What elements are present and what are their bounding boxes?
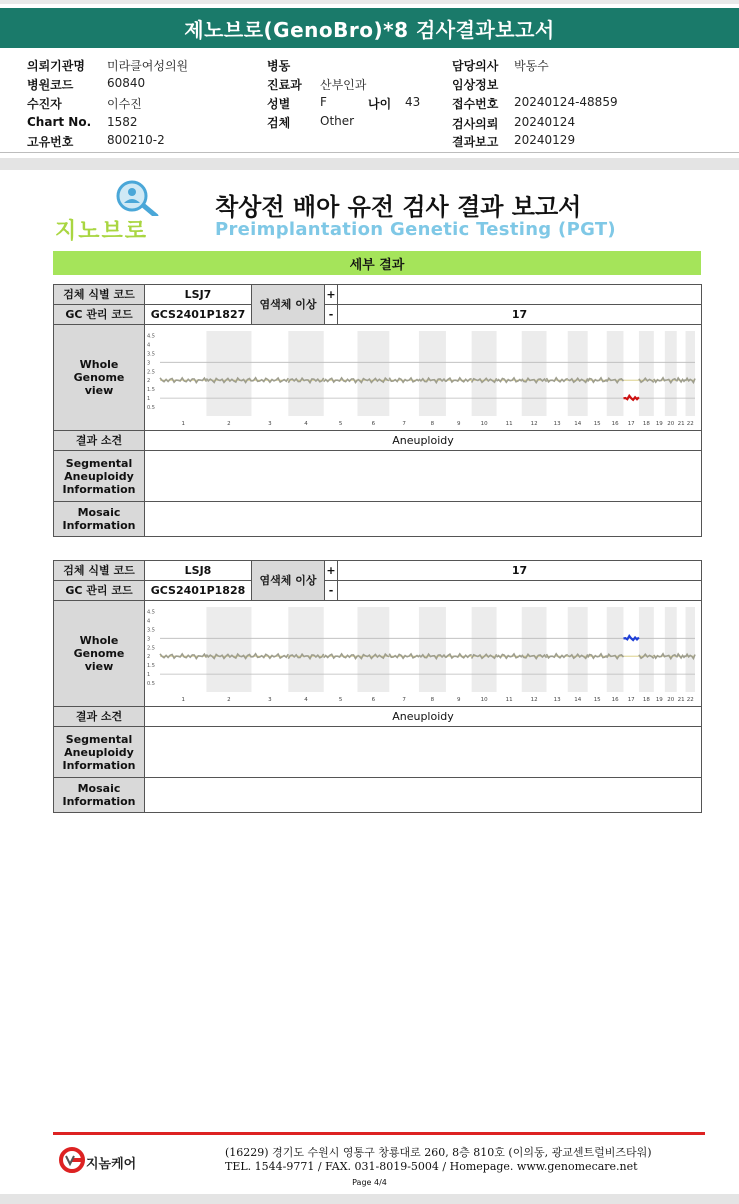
y-tick-label: 4	[147, 342, 151, 349]
y-tick-label: 2	[147, 654, 151, 661]
section-detail-results	[53, 251, 701, 275]
x-tick-label: 18	[642, 421, 650, 427]
trace-chr1	[160, 378, 206, 383]
y-tick-label: 1.5	[147, 387, 155, 394]
x-tick-label: 9	[457, 421, 461, 427]
y-tick-label: 1	[147, 672, 151, 679]
gain-value: 17	[338, 561, 702, 581]
unique-value: 800210-2	[107, 133, 165, 147]
x-tick-label: 8	[430, 421, 435, 427]
footer-contact	[225, 1146, 652, 1174]
unique-label: 고유번호	[27, 135, 74, 149]
header-divider	[0, 152, 739, 153]
segmental-label	[54, 451, 145, 502]
mosaic-label	[54, 502, 145, 537]
x-tick-label: 5	[338, 421, 343, 427]
footer-address: (16229) 경기도 수원시 영통구 창룡대로 260, 8층 810호 (이의동, 광교센트럴비즈타워)	[225, 1146, 652, 1159]
hospital-label: 의뢰기관명	[27, 59, 85, 73]
chromosome-band	[357, 331, 389, 416]
report-title-bar	[0, 8, 739, 48]
x-tick-label: 3	[268, 697, 272, 703]
chromosome-band	[522, 331, 547, 416]
chromosome-band	[419, 331, 446, 416]
trace-chr1	[160, 654, 206, 659]
y-tick-label: 2.5	[147, 645, 155, 652]
specimen-value: Other	[320, 114, 355, 128]
y-tick-label: 3.5	[147, 351, 155, 358]
y-tick-label: 1	[147, 396, 151, 403]
seg-line-3: Information	[62, 482, 136, 496]
x-tick-label: 1	[181, 421, 185, 427]
mosaic-label	[54, 778, 145, 813]
hcode-value: 60840	[107, 76, 146, 90]
seg-line-3: Information	[62, 758, 136, 772]
y-tick-label: 0.5	[147, 681, 155, 688]
x-tick-label: 5	[338, 697, 343, 703]
x-tick-label: 6	[371, 421, 376, 427]
chromosome-band	[419, 607, 446, 692]
mosaic-value	[145, 502, 702, 537]
x-tick-label: 16	[611, 421, 619, 427]
receipt-label: 접수번호	[452, 97, 499, 111]
chromosome-band	[639, 607, 654, 692]
mos-line-1: Mosaic	[77, 782, 121, 795]
wgv-line-2: Genome	[73, 371, 125, 384]
seg-line-2: Aneuploidy	[64, 469, 134, 483]
segmental-label	[54, 727, 145, 778]
gain-value	[338, 285, 702, 305]
report-title: 제노브로(GenoBro)*8 검사결과보고서	[184, 17, 555, 42]
genome-chart-cell	[145, 325, 702, 431]
chromosome-band	[288, 331, 323, 416]
wgv-line-3: view	[84, 384, 114, 397]
genobro-logo	[55, 178, 175, 242]
wgv-line-1: Whole	[79, 358, 119, 371]
trace-chr13	[547, 654, 568, 658]
x-tick-label: 14	[574, 421, 582, 427]
doctor-label: 담당의사	[452, 59, 499, 73]
y-tick-label: 1.5	[147, 663, 155, 670]
x-tick-label: 10	[480, 697, 488, 703]
y-tick-label: 3	[147, 636, 151, 643]
y-tick-label: 0.5	[147, 405, 155, 412]
patient-label: 수진자	[27, 97, 62, 111]
whole-genome-label	[54, 601, 145, 707]
genome-chart-1	[145, 326, 700, 429]
chart-value: 1582	[107, 115, 138, 129]
chromosome-band	[472, 331, 497, 416]
chromosome-band	[206, 607, 251, 692]
x-tick-label: 20	[667, 421, 675, 427]
mos-line-2: Information	[62, 519, 136, 532]
chart-label: Chart No.	[27, 115, 92, 129]
x-tick-label: 18	[642, 697, 650, 703]
x-tick-label: 12	[530, 421, 538, 427]
gc-id-label: GC 관리 코드	[54, 581, 145, 601]
genome-chart-2	[145, 602, 700, 705]
doctor-value: 박동수	[514, 59, 549, 73]
request-label: 검사의뢰	[452, 117, 499, 131]
request-value: 20240124	[514, 115, 576, 129]
finding-label: 결과 소견	[54, 707, 145, 727]
logo-text: 지노브로	[55, 219, 149, 244]
x-tick-label: 15	[593, 421, 601, 427]
x-tick-label: 22	[686, 697, 694, 703]
wgv-line-1: Whole	[79, 634, 119, 647]
wgv-line-3: view	[84, 660, 114, 673]
section-title: 세부 결과	[349, 257, 405, 273]
highlight-trace-chr17	[624, 636, 639, 640]
chromosome-band	[357, 607, 389, 692]
chromosome-band	[522, 607, 547, 692]
chromosome-band	[472, 607, 497, 692]
sample-id-label: 검체 식별 코드	[54, 285, 145, 305]
x-tick-label: 22	[686, 421, 694, 427]
x-tick-label: 12	[530, 697, 538, 703]
chromosome-band	[607, 331, 624, 416]
patient-value: 이수진	[107, 97, 142, 111]
x-tick-label: 3	[268, 421, 272, 427]
sample-id-label: 검체 식별 코드	[54, 561, 145, 581]
x-tick-label: 17	[627, 421, 635, 427]
x-tick-label: 2	[227, 421, 231, 427]
genome-chart-cell	[145, 601, 702, 707]
whole-genome-label	[54, 325, 145, 431]
dept-value: 산부인과	[320, 78, 367, 92]
chromosome-band	[607, 607, 624, 692]
y-tick-label: 3.5	[147, 627, 155, 634]
x-tick-label: 4	[304, 697, 308, 703]
x-tick-label: 21	[677, 697, 685, 703]
age-label: 나이	[368, 97, 392, 111]
loss-value	[338, 581, 702, 601]
highlight-trace-chr17	[624, 396, 639, 400]
clinical-label: 임상정보	[452, 78, 499, 92]
x-tick-label: 13	[553, 697, 561, 703]
footer-divider	[53, 1132, 705, 1135]
loss-sign: -	[325, 581, 338, 601]
chromosome-band	[568, 607, 588, 692]
mos-line-2: Information	[62, 795, 136, 808]
chromosome-band	[568, 331, 588, 416]
sample-table-2	[53, 560, 702, 813]
page-number: Page 4/4	[352, 1178, 387, 1187]
x-tick-label: 15	[593, 697, 601, 703]
chrom-abnormal-label: 염색체 이상	[252, 285, 325, 325]
y-tick-label: 4.5	[147, 609, 155, 616]
y-tick-label: 3	[147, 360, 151, 367]
sample-id-value: LSJ7	[145, 285, 252, 305]
x-tick-label: 7	[402, 421, 406, 427]
x-tick-label: 8	[430, 697, 435, 703]
receipt-value: 20240124-48859	[514, 95, 618, 109]
mosaic-value	[145, 778, 702, 813]
footer-phone: TEL. 1544-9771 / FAX. 031-8019-5004 / Homepage. www.genomecare.net	[225, 1160, 638, 1173]
chromosome-band	[665, 607, 677, 692]
x-tick-label: 16	[611, 697, 619, 703]
x-tick-label: 4	[304, 421, 308, 427]
x-tick-label: 11	[505, 421, 513, 427]
x-tick-label: 7	[402, 697, 406, 703]
x-tick-label: 14	[574, 697, 582, 703]
mos-line-1: Mosaic	[77, 506, 121, 519]
loss-value: 17	[338, 305, 702, 325]
x-tick-label: 21	[677, 421, 685, 427]
wgv-line-2: Genome	[73, 647, 125, 660]
x-tick-label: 19	[655, 421, 663, 427]
x-tick-label: 1	[181, 697, 185, 703]
x-tick-label: 19	[655, 697, 663, 703]
seg-line-2: Aneuploidy	[64, 745, 134, 759]
top-border	[0, 0, 739, 4]
genomecare-logo-text: 지놈케어	[86, 1157, 137, 1172]
hcode-label: 병원코드	[27, 78, 74, 92]
header-gray-band	[0, 158, 739, 170]
bottom-gray-band	[0, 1194, 739, 1204]
gc-id-label: GC 관리 코드	[54, 305, 145, 325]
chromosome-band	[206, 331, 251, 416]
y-tick-label: 4	[147, 618, 151, 625]
gain-sign: +	[325, 561, 338, 581]
chromosome-band	[288, 607, 323, 692]
report-value: 20240129	[514, 133, 576, 147]
trace-chr13	[547, 378, 568, 382]
report-heading: 착상전 배아 유전 검사 결과 보고서	[215, 193, 582, 221]
sample-id-value: LSJ8	[145, 561, 252, 581]
x-tick-label: 17	[627, 697, 635, 703]
x-tick-label: 9	[457, 697, 461, 703]
y-tick-label: 2.5	[147, 369, 155, 376]
seg-line-1: Segmental	[65, 456, 133, 470]
gain-sign: +	[325, 285, 338, 305]
segmental-value	[145, 727, 702, 778]
dept-label: 진료과	[267, 78, 302, 92]
x-tick-label: 11	[505, 697, 513, 703]
gc-id-value: GCS2401P1828	[145, 581, 252, 601]
segmental-value	[145, 451, 702, 502]
chromosome-band	[639, 331, 654, 416]
seg-line-1: Segmental	[65, 732, 133, 746]
finding-value: Aneuploidy	[145, 431, 702, 451]
report-subheading: Preimplantation Genetic Testing (PGT)	[215, 219, 616, 240]
x-tick-label: 10	[480, 421, 488, 427]
report-label: 결과보고	[452, 135, 499, 149]
chromosome-band	[685, 331, 695, 416]
finding-value: Aneuploidy	[145, 707, 702, 727]
x-tick-label: 13	[553, 421, 561, 427]
age-value: 43	[405, 95, 421, 109]
x-tick-label: 6	[371, 697, 376, 703]
chromosome-band	[685, 607, 695, 692]
ward-label: 병동	[267, 59, 291, 73]
x-tick-label: 20	[667, 697, 675, 703]
gc-id-value: GCS2401P1827	[145, 305, 252, 325]
chrom-abnormal-label: 염색체 이상	[252, 561, 325, 601]
y-tick-label: 2	[147, 378, 151, 385]
sex-value: F	[320, 95, 327, 109]
loss-sign: -	[325, 305, 338, 325]
baby-icon	[110, 176, 170, 216]
y-tick-label: 4.5	[147, 333, 155, 340]
hospital-value: 미라클여성의원	[107, 59, 189, 73]
chromosome-band	[665, 331, 677, 416]
sex-label: 성별	[267, 97, 291, 111]
specimen-label: 검체	[267, 116, 291, 130]
x-tick-label: 2	[227, 697, 231, 703]
sample-table-1	[53, 284, 702, 537]
finding-label: 결과 소견	[54, 431, 145, 451]
genomecare-logo-icon	[58, 1146, 86, 1174]
